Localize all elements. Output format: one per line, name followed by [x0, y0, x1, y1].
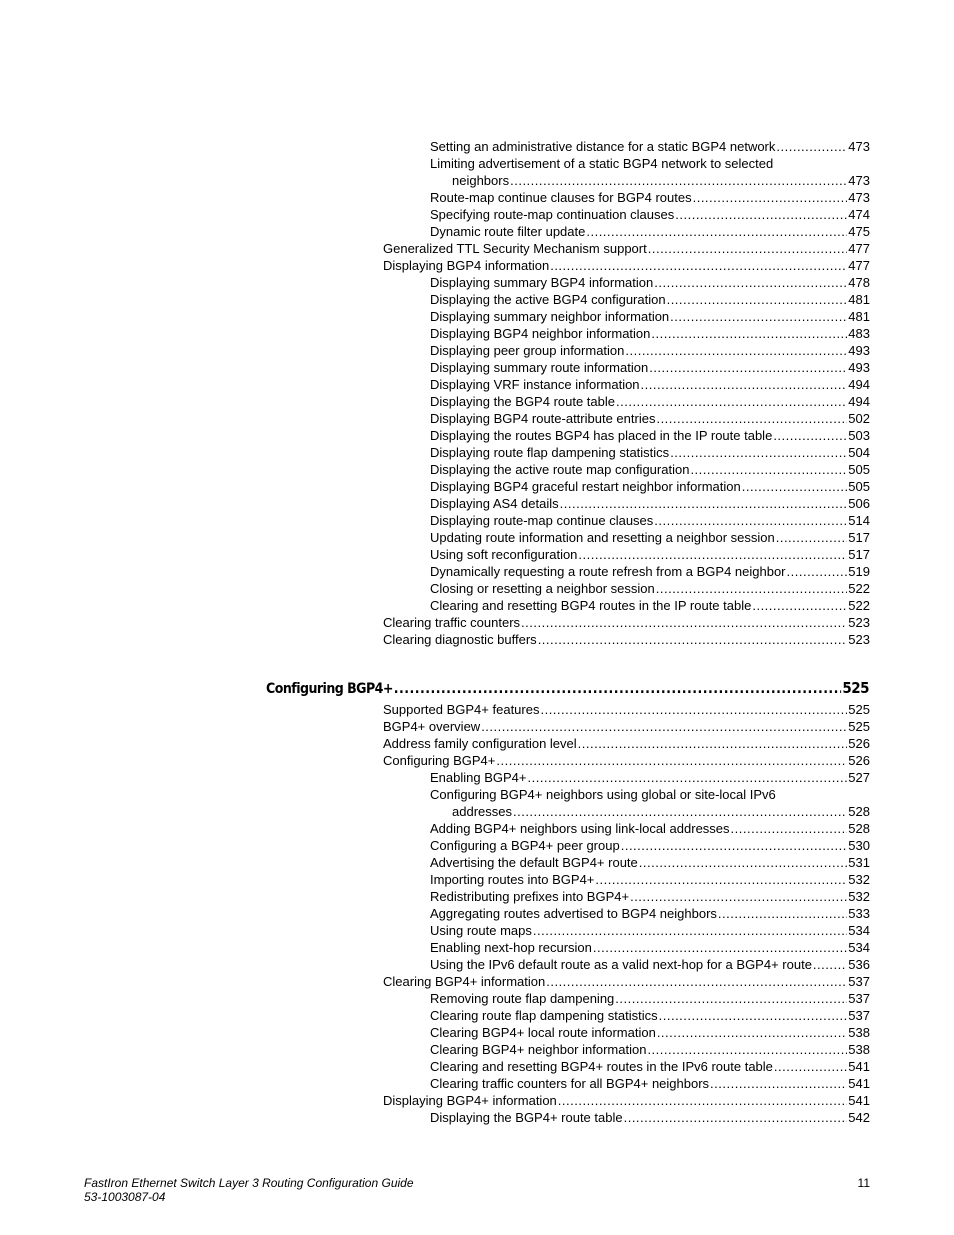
toc-entry[interactable]: [0, 580, 954, 597]
toc-entry-title: Displaying BGP4 route-attribute entries: [430, 411, 656, 426]
leader-dots: [496, 752, 847, 769]
leader-dots: [621, 837, 848, 854]
leader-dots: [690, 461, 847, 478]
toc-entry-page: 493: [848, 343, 870, 358]
toc-entry[interactable]: [0, 138, 954, 155]
toc-entry[interactable]: [0, 461, 954, 478]
footer-doc-number: 53-1003087-04: [84, 1190, 166, 1204]
toc-entry-title: Enabling next-hop recursion: [430, 940, 592, 955]
toc-entry-page: 503: [848, 428, 870, 443]
toc-entry-page: 483: [848, 326, 870, 341]
leader-dots: [595, 871, 847, 888]
leader-dots: [578, 735, 848, 752]
toc-entry[interactable]: [0, 922, 954, 939]
toc-entry-page: 522: [848, 581, 870, 596]
toc-entry-page: 514: [848, 513, 870, 528]
toc-entry-page: 473: [848, 139, 870, 154]
leader-dots: [394, 681, 842, 697]
toc-entry-page: 534: [848, 923, 870, 938]
toc-entry[interactable]: [0, 291, 954, 308]
toc-entry[interactable]: [0, 240, 954, 257]
toc-entry-title: Clearing route flap dampening statistics: [430, 1008, 658, 1023]
toc-entry-title: Address family configuration level: [383, 736, 577, 751]
toc-entry[interactable]: [0, 257, 954, 274]
toc-entry-title: Clearing BGP4+ neighbor information: [430, 1042, 647, 1057]
leader-dots: [533, 922, 847, 939]
leader-dots: [558, 1092, 848, 1109]
toc-entry-page: 493: [848, 360, 870, 375]
chapter-title: Configuring BGP4+: [266, 681, 393, 697]
toc-entry[interactable]: [0, 155, 954, 189]
leader-dots: [647, 1041, 847, 1058]
toc-entry-title: Clearing traffic counters for all BGP4+ neighbors: [430, 1076, 710, 1091]
leader-dots: [787, 563, 848, 580]
toc-entry-page: 537: [848, 974, 870, 989]
toc-entry-page: 478: [848, 275, 870, 290]
toc-entry-title: Displaying the active route map configuration: [430, 462, 690, 477]
toc-entry[interactable]: [0, 206, 954, 223]
toc-entry-page: 517: [848, 547, 870, 562]
toc-entry[interactable]: [0, 376, 954, 393]
toc-entry-page: 505: [848, 462, 870, 477]
toc-entry-title: BGP4+ overview: [383, 719, 481, 734]
toc-entry-page: 537: [848, 1008, 870, 1023]
toc-entry[interactable]: [0, 1075, 954, 1092]
toc-entry-title: Generalized TTL Security Mechanism support: [383, 241, 647, 256]
leader-dots: [693, 189, 848, 206]
leader-dots: [670, 308, 847, 325]
toc-entry[interactable]: [0, 973, 954, 990]
leader-dots: [774, 1058, 847, 1075]
toc-entry-title: Displaying summary neighbor information: [430, 309, 670, 324]
toc-entry[interactable]: [0, 427, 954, 444]
toc-entry-title: Redistributing prefixes into BGP4+: [430, 889, 630, 904]
toc-entry-title: Displaying route-map continue clauses: [430, 513, 654, 528]
page-footer: [84, 1176, 870, 1204]
toc-entry-title: Setting an administrative distance for a static BGP4 network: [430, 139, 776, 154]
toc-entry[interactable]: [0, 1041, 954, 1058]
leader-dots: [513, 803, 847, 820]
toc-entry-page: 517: [848, 530, 870, 545]
toc-entry-page: 528: [848, 821, 870, 836]
toc-entry[interactable]: [0, 614, 954, 631]
toc-entry[interactable]: [0, 888, 954, 905]
leader-dots: [624, 1109, 848, 1126]
leader-dots: [521, 614, 847, 631]
toc-chapter-heading[interactable]: [0, 679, 954, 701]
toc-entry-page: 481: [848, 292, 870, 307]
toc-entry-page: 531: [848, 855, 870, 870]
toc-entry[interactable]: [0, 444, 954, 461]
toc-entry[interactable]: [0, 735, 954, 752]
toc-entry-title: Limiting advertisement of a static BGP4 network to selected: [430, 156, 774, 171]
toc-entry-title: Displaying VRF instance information: [430, 377, 640, 392]
toc-entry-page: 534: [848, 940, 870, 955]
toc-entry-page: 502: [848, 411, 870, 426]
toc-section-bgp4plus: [0, 701, 954, 1126]
toc-entry[interactable]: [0, 1058, 954, 1075]
toc-entry-title: Displaying peer group information: [430, 343, 625, 358]
toc-entry-title: Displaying summary BGP4 information: [430, 275, 654, 290]
toc-entry[interactable]: [0, 223, 954, 240]
leader-dots: [578, 546, 847, 563]
toc-entry-title: Supported BGP4+ features: [383, 702, 540, 717]
leader-dots: [670, 444, 847, 461]
leader-dots: [656, 580, 848, 597]
toc-entry-title: Configuring BGP4+: [383, 753, 496, 768]
toc-entry[interactable]: [0, 769, 954, 786]
toc-entry-title: Displaying summary route information: [430, 360, 649, 375]
toc-entry[interactable]: [0, 701, 954, 718]
toc-entry-title: Removing route flap dampening: [430, 991, 615, 1006]
toc-entry-title: Using the IPv6 default route as a valid next-hop for a BGP4+ route: [430, 957, 812, 972]
toc-entry[interactable]: [0, 342, 954, 359]
toc-entry-page: 525: [848, 719, 870, 734]
toc-entry-title: Clearing and resetting BGP4+ routes in the IPv6 route table: [430, 1059, 773, 1074]
toc-entry-title: Displaying the active BGP4 configuration: [430, 292, 666, 307]
toc-entry[interactable]: [0, 718, 954, 735]
toc-entry[interactable]: [0, 410, 954, 427]
leader-dots: [776, 529, 848, 546]
toc-entry-title: Displaying the BGP4+ route table: [430, 1110, 623, 1125]
toc-entry-page: 505: [848, 479, 870, 494]
toc-entry-title: Clearing BGP4+ information: [383, 974, 546, 989]
toc-entry[interactable]: [0, 939, 954, 956]
leader-dots: [510, 172, 847, 189]
toc-entry[interactable]: [0, 820, 954, 837]
toc-entry-title: Clearing diagnostic buffers: [383, 632, 537, 647]
toc-entry-page: 481: [848, 309, 870, 324]
toc-entry-title: Enabling BGP4+: [430, 770, 527, 785]
toc-entry-page: 542: [848, 1110, 870, 1125]
toc-entry[interactable]: [0, 786, 954, 820]
toc-entry-title: Dynamic route filter update: [430, 224, 586, 239]
toc-entry-page: 526: [848, 736, 870, 751]
toc-entry[interactable]: [0, 512, 954, 529]
toc-entry-page: 525: [848, 702, 870, 717]
leader-dots: [667, 291, 848, 308]
toc-entry-page: 532: [848, 872, 870, 887]
toc-entry-title: Configuring BGP4+ neighbors using global or site-local IPv6: [430, 787, 776, 802]
footer-guide-title: FastIron Ethernet Switch Layer 3 Routing Configuration Guide: [84, 1176, 414, 1190]
toc-entry-title: Displaying AS4 details: [430, 496, 559, 511]
leader-dots: [657, 1024, 847, 1041]
toc-entry[interactable]: [0, 359, 954, 376]
leader-dots: [731, 820, 848, 837]
leader-dots: [651, 325, 847, 342]
toc-entry[interactable]: [0, 563, 954, 580]
leader-dots: [625, 342, 847, 359]
leader-dots: [546, 973, 847, 990]
toc-entry[interactable]: [0, 990, 954, 1007]
toc-entry-page: 474: [848, 207, 870, 222]
leader-dots: [776, 138, 847, 155]
toc-entry[interactable]: [0, 597, 954, 614]
leader-dots: [648, 240, 848, 257]
leader-dots: [710, 1075, 847, 1092]
leader-dots: [616, 393, 847, 410]
leader-dots: [654, 512, 847, 529]
toc-entry[interactable]: [0, 752, 954, 769]
toc-entry-page: 519: [848, 564, 870, 579]
toc-entry-page: 536: [848, 957, 870, 972]
leader-dots: [630, 888, 847, 905]
toc-entry-page: 473: [848, 173, 870, 188]
leader-dots: [773, 427, 847, 444]
leader-dots: [656, 410, 847, 427]
toc-entry[interactable]: [0, 1109, 954, 1126]
leader-dots: [649, 359, 847, 376]
toc-entry[interactable]: [0, 1024, 954, 1041]
toc-entry-page: 504: [848, 445, 870, 460]
leader-dots: [659, 1007, 848, 1024]
toc-entry-page: 532: [848, 889, 870, 904]
toc-entry[interactable]: [0, 478, 954, 495]
toc-entry-page: 475: [848, 224, 870, 239]
toc-entry-page: 530: [848, 838, 870, 853]
toc-entry-title: Route-map continue clauses for BGP4 routes: [430, 190, 692, 205]
toc-entry[interactable]: [0, 189, 954, 206]
leader-dots: [538, 631, 848, 648]
toc-entry-page: 538: [848, 1042, 870, 1057]
toc-entry-title: Adding BGP4+ neighbors using link-local addresses: [430, 821, 730, 836]
toc-entry-page: 494: [848, 377, 870, 392]
toc-entry[interactable]: [0, 631, 954, 648]
leader-dots: [813, 956, 847, 973]
toc-entry-title: Using soft reconfiguration: [430, 547, 578, 562]
toc-entry-page: 526: [848, 753, 870, 768]
leader-dots: [540, 701, 847, 718]
toc-entry-page: 537: [848, 991, 870, 1006]
toc-entry-page: 527: [848, 770, 870, 785]
toc-entry[interactable]: [0, 546, 954, 563]
toc-entry[interactable]: [0, 1092, 954, 1109]
toc-entry-title: Displaying the BGP4 route table: [430, 394, 615, 409]
leader-dots: [586, 223, 847, 240]
toc-entry-page: 541: [848, 1093, 870, 1108]
toc-entry-page: 541: [848, 1059, 870, 1074]
toc-entry-page: 538: [848, 1025, 870, 1040]
leader-dots: [675, 206, 847, 223]
toc-entry-title: Updating route information and resetting a neighbor session: [430, 530, 775, 545]
leader-dots: [641, 376, 848, 393]
toc-entry-page: 477: [848, 241, 870, 256]
leader-dots: [527, 769, 847, 786]
toc-entry-title: Clearing and resetting BGP4 routes in the IP route table: [430, 598, 752, 613]
toc-entry[interactable]: [0, 905, 954, 922]
leader-dots: [550, 257, 847, 274]
toc-entry-page: 494: [848, 394, 870, 409]
table-of-contents: [0, 138, 954, 1126]
toc-entry-title: Clearing BGP4+ local route information: [430, 1025, 656, 1040]
toc-section-bgp4: [0, 138, 954, 648]
leader-dots: [481, 718, 847, 735]
toc-entry[interactable]: [0, 325, 954, 342]
toc-entry-page: 533: [848, 906, 870, 921]
toc-entry-page: 473: [848, 190, 870, 205]
toc-entry-title: Displaying route flap dampening statistics: [430, 445, 670, 460]
leader-dots: [742, 478, 848, 495]
leader-dots: [752, 597, 847, 614]
toc-entry[interactable]: [0, 308, 954, 325]
toc-entry-title: Configuring a BGP4+ peer group: [430, 838, 620, 853]
toc-entry-title: Specifying route-map continuation clauses: [430, 207, 675, 222]
toc-entry-title: Aggregating routes advertised to BGP4 neighbors: [430, 906, 717, 921]
toc-entry[interactable]: [0, 393, 954, 410]
toc-entry-page: 506: [848, 496, 870, 511]
toc-entry-page: 541: [848, 1076, 870, 1091]
toc-entry[interactable]: [0, 274, 954, 291]
toc-entry-title: Displaying the routes BGP4 has placed in the IP route table: [430, 428, 773, 443]
toc-entry[interactable]: [0, 871, 954, 888]
toc-entry[interactable]: [0, 956, 954, 973]
toc-entry-page: 523: [848, 632, 870, 647]
toc-entry-title: Advertising the default BGP4+ route: [430, 855, 638, 870]
toc-entry-page: 477: [848, 258, 870, 273]
toc-entry[interactable]: [0, 837, 954, 854]
toc-entry-title: Closing or resetting a neighbor session: [430, 581, 655, 596]
toc-entry[interactable]: [0, 495, 954, 512]
leader-dots: [718, 905, 847, 922]
toc-entry-title: Displaying BGP4 information: [383, 258, 550, 273]
toc-entry[interactable]: [0, 529, 954, 546]
toc-entry-page: 528: [848, 804, 870, 819]
leader-dots: [639, 854, 848, 871]
toc-entry[interactable]: [0, 1007, 954, 1024]
toc-entry-title: Displaying BGP4 neighbor information: [430, 326, 651, 341]
toc-entry[interactable]: [0, 854, 954, 871]
toc-entry-page: 522: [848, 598, 870, 613]
toc-entry-title: Displaying BGP4+ information: [383, 1093, 557, 1108]
leader-dots: [560, 495, 848, 512]
leader-dots: [593, 939, 847, 956]
toc-entry-title: Using route maps: [430, 923, 532, 938]
leader-dots: [654, 274, 847, 291]
toc-entry-title-continued: addresses: [452, 804, 512, 819]
toc-entry-title: Clearing traffic counters: [383, 615, 521, 630]
toc-entry-title: Importing routes into BGP4+: [430, 872, 595, 887]
footer-page-number: 11: [857, 1176, 870, 1190]
toc-entry-page: 523: [848, 615, 870, 630]
toc-entry-title: Displaying BGP4 graceful restart neighbor information: [430, 479, 741, 494]
leader-dots: [615, 990, 847, 1007]
toc-entry-title: Dynamically requesting a route refresh from a BGP4 neighbor: [430, 564, 786, 579]
chapter-page: 525: [842, 679, 869, 697]
toc-entry-title-continued: neighbors: [452, 173, 510, 188]
